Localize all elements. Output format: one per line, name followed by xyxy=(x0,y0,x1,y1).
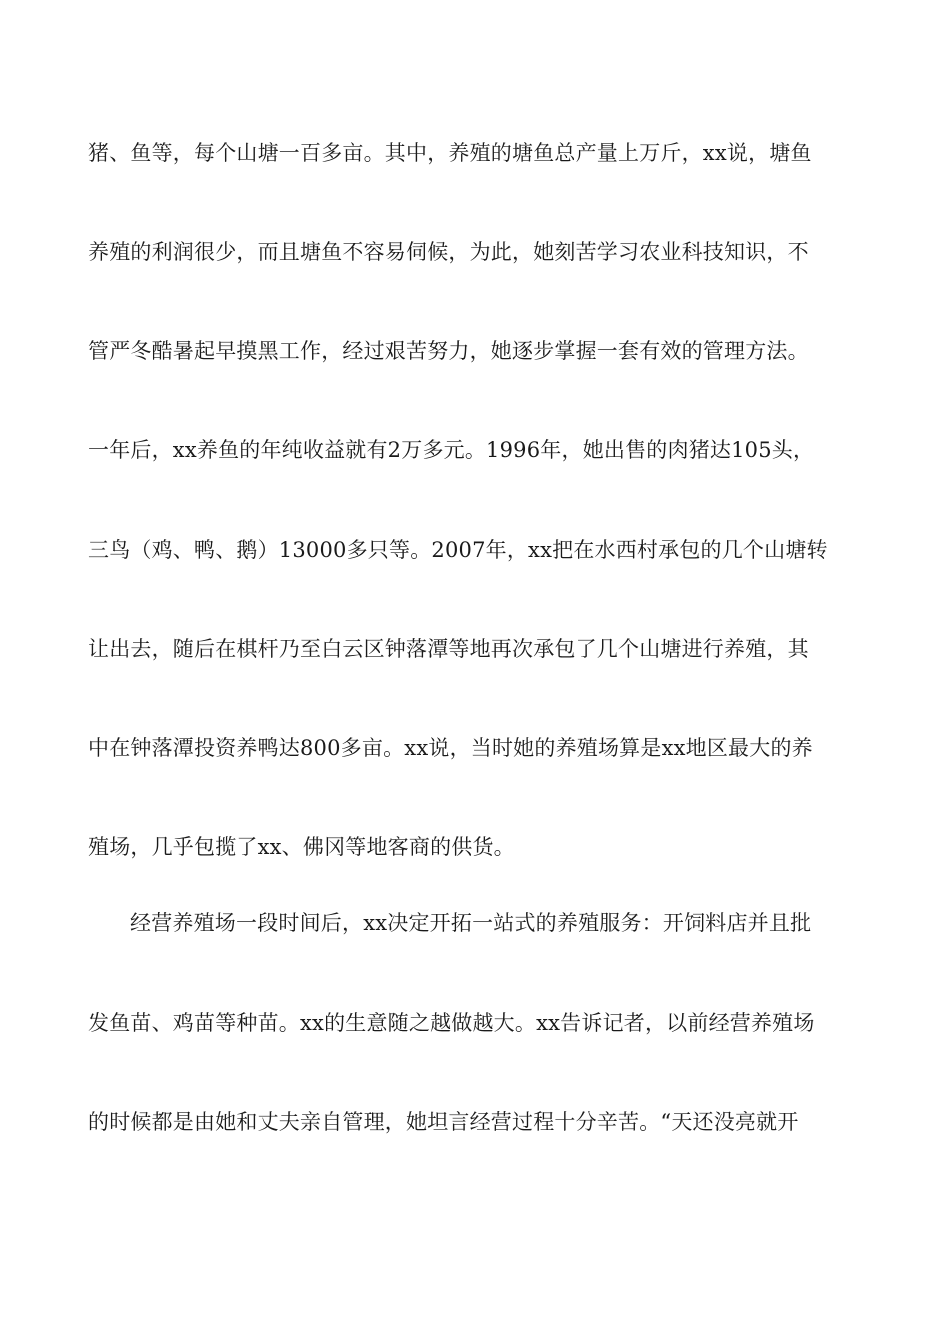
text-line: 的时候都是由她和丈夫亲自管理，她坦言经营过程十分辛苦。“天还没亮就开 xyxy=(88,1110,799,1134)
paragraph-first-line: 经营养殖场一段时间后，xx决定开拓一站式的养殖服务：开饲料店并且批 xyxy=(130,911,812,935)
text-line: 让出去，随后在棋杆乃至白云区钟落潭等地再次承包了几个山塘进行养殖，其 xyxy=(88,637,809,661)
text-line: 发鱼苗、鸡苗等种苗。xx的生意随之越做越大。xx告诉记者，以前经营养殖场 xyxy=(88,1011,815,1035)
text-line: 三鸟（鸡、鸭、鹅）13000多只等。2007年，xx把在水西村承包的几个山塘转 xyxy=(88,538,828,562)
text-line: 中在钟落潭投资养鸭达800多亩。xx说，当时她的养殖场算是xx地区最大的养 xyxy=(88,736,813,760)
text-line: 管严冬酷暑起早摸黑工作，经过艰苦努力，她逐步掌握一套有效的管理方法。 xyxy=(88,339,809,363)
text-line: 猪、鱼等，每个山塘一百多亩。其中，养殖的塘鱼总产量上万斤，xx说，塘鱼 xyxy=(88,141,812,165)
text-line: 殖场，几乎包揽了xx、佛冈等地客商的供货。 xyxy=(88,835,515,859)
text-line: 养殖的利润很少，而且塘鱼不容易伺候，为此，她刻苦学习农业科技知识，不 xyxy=(88,240,809,264)
text-line: 一年后，xx养鱼的年纯收益就有2万多元。1996年，她出售的肉猪达105头， xyxy=(88,438,815,462)
